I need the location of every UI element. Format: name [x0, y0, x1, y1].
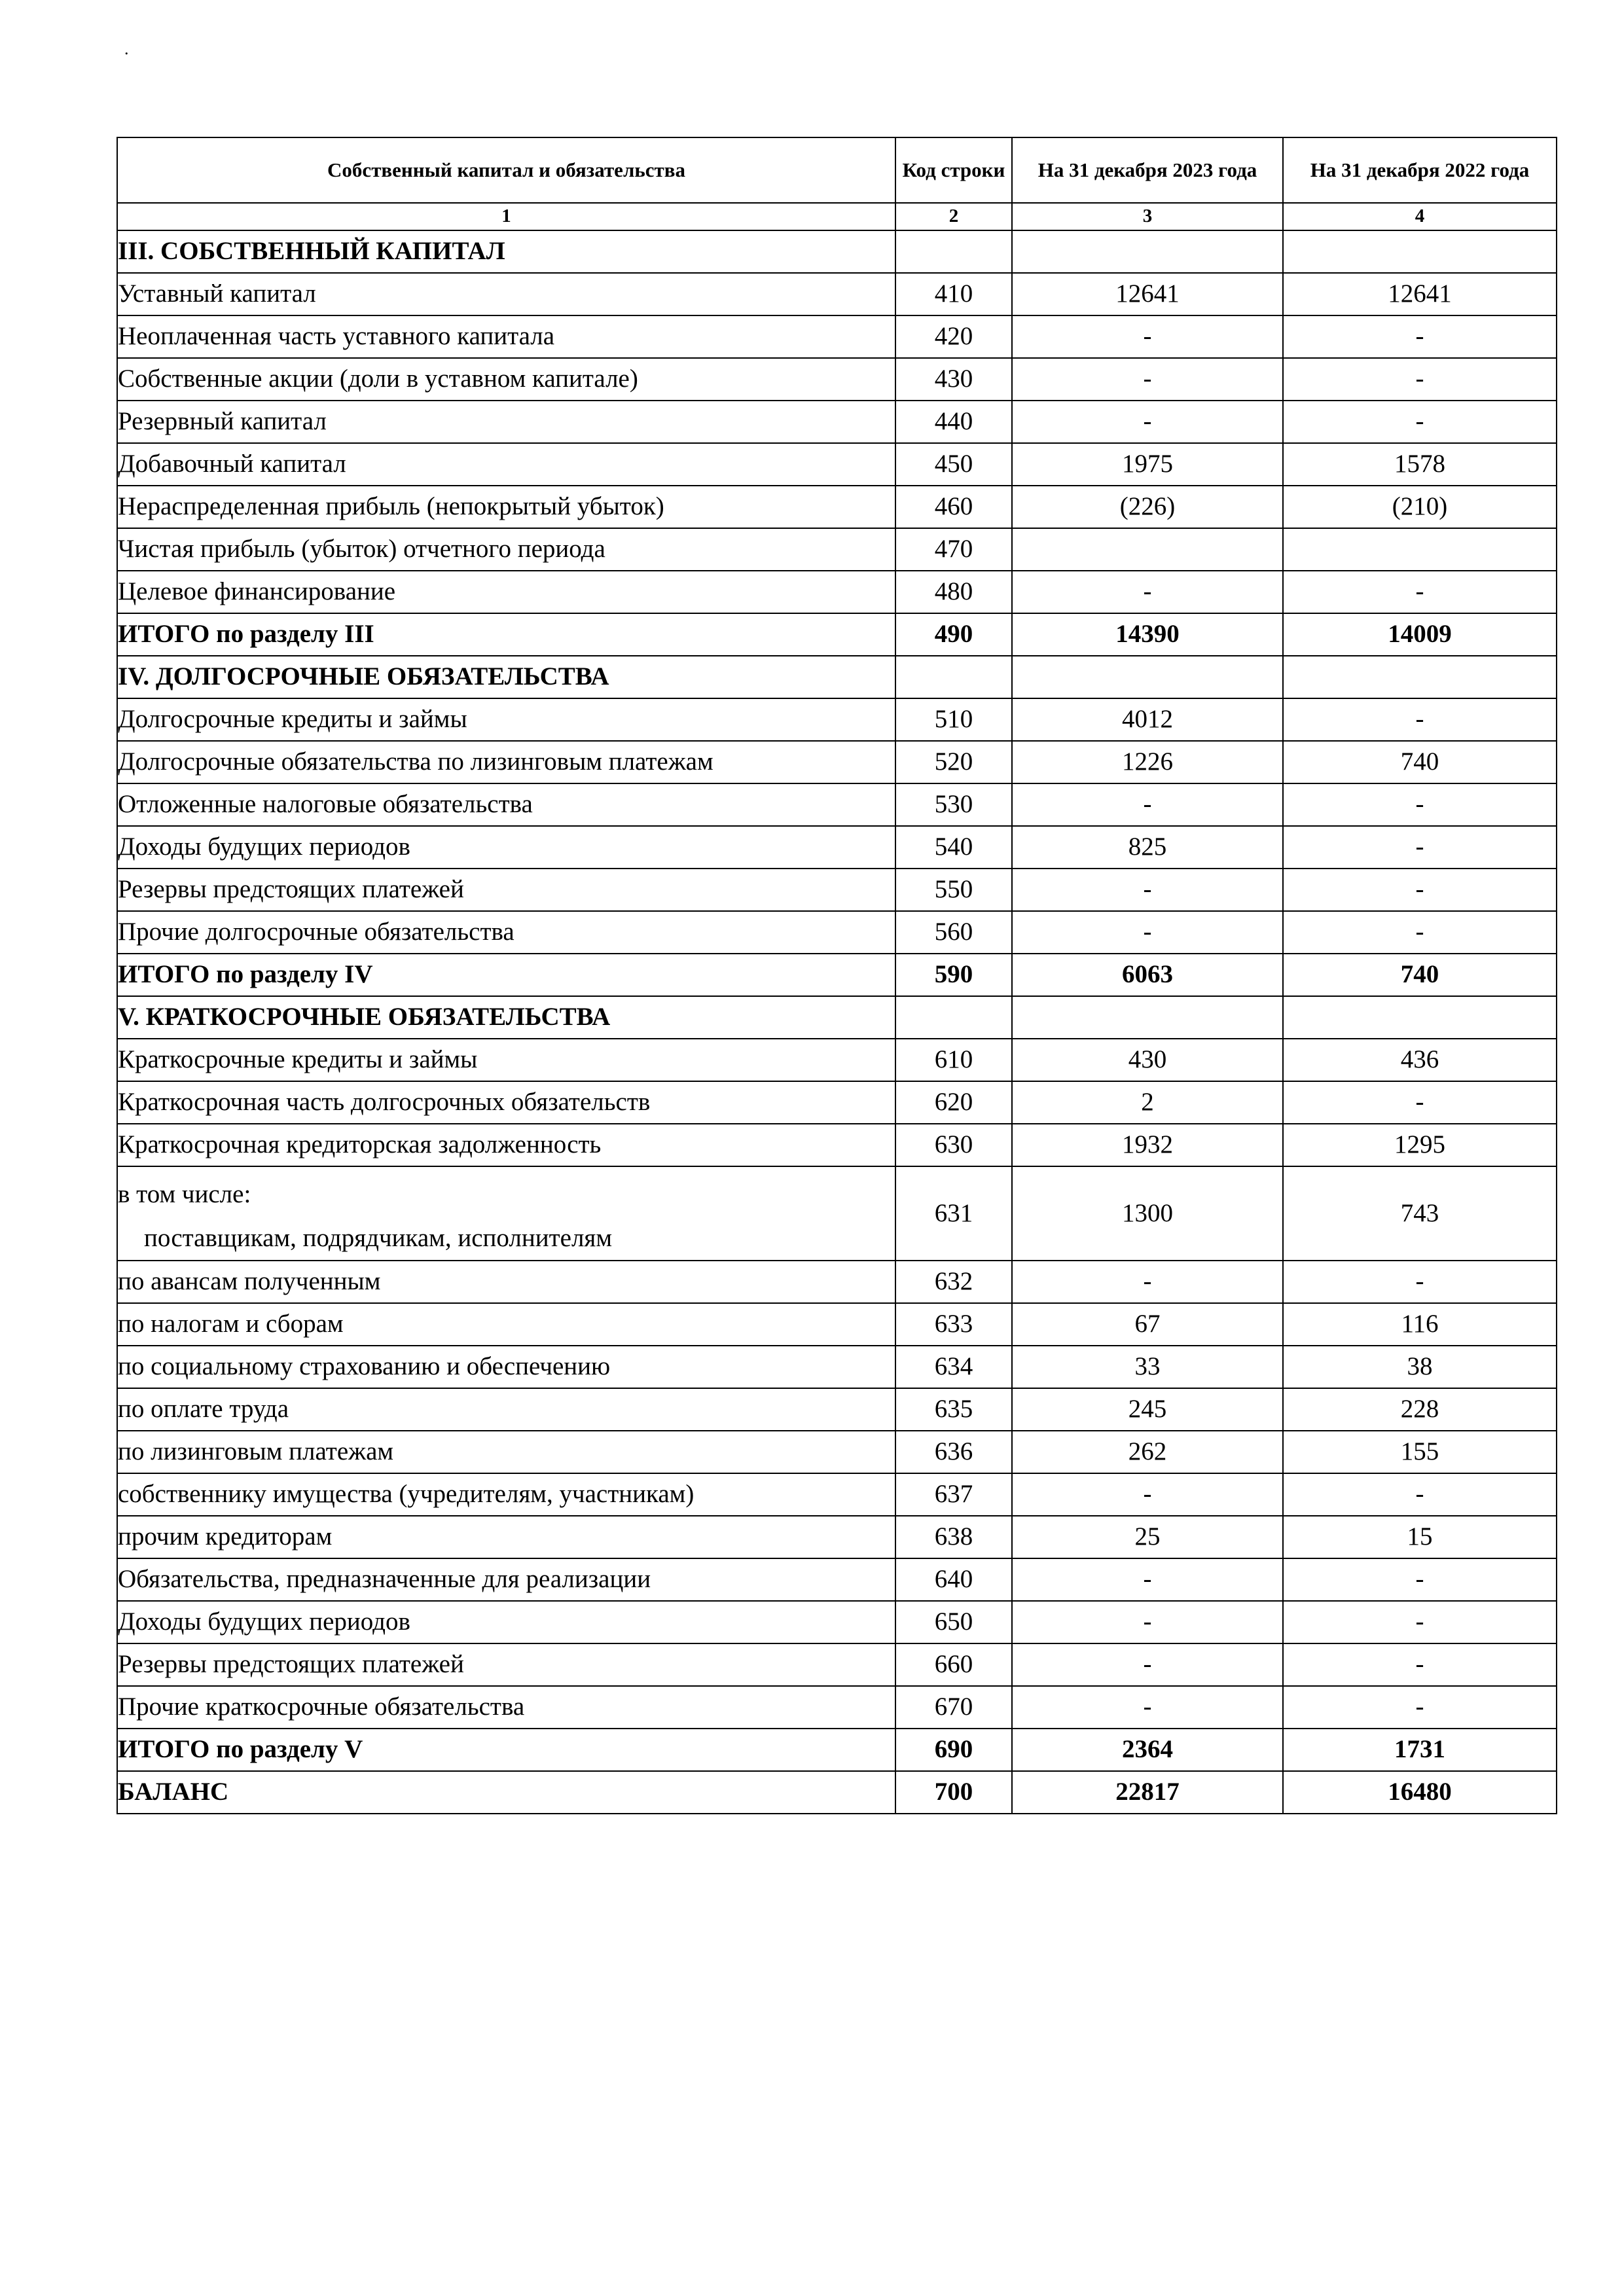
total-row	[117, 613, 1557, 656]
value-2022: -	[1283, 401, 1557, 443]
empty-cell	[1283, 230, 1557, 273]
row-code: 590	[895, 954, 1012, 996]
value-2022: -	[1283, 1558, 1557, 1601]
value-2023: 1975	[1012, 443, 1283, 486]
row-code: 635	[895, 1388, 1012, 1431]
value-2023: 1300	[1012, 1166, 1283, 1261]
row-code: 470	[895, 528, 1012, 571]
value-2022: -	[1283, 783, 1557, 826]
table-row	[117, 911, 1557, 954]
row-name: Прочие долгосрочные обязательства	[117, 911, 895, 954]
value-2022: -	[1283, 1261, 1557, 1303]
header-row	[117, 137, 1557, 203]
value-2022	[1283, 528, 1557, 571]
page-mark: .	[124, 39, 129, 58]
row-code: 633	[895, 1303, 1012, 1346]
value-2023: 14390	[1012, 613, 1283, 656]
table-row	[117, 273, 1557, 315]
table-row	[117, 869, 1557, 911]
table-row	[117, 401, 1557, 443]
column-index: 2	[895, 203, 1012, 230]
row-code: 634	[895, 1346, 1012, 1388]
row-name: Краткосрочные кредиты и займы	[117, 1039, 895, 1081]
value-2022: 1578	[1283, 443, 1557, 486]
value-2023: -	[1012, 1558, 1283, 1601]
row-name: Неоплаченная часть уставного капитала	[117, 315, 895, 358]
value-2023: -	[1012, 911, 1283, 954]
value-2023: 33	[1012, 1346, 1283, 1388]
value-2023: 262	[1012, 1431, 1283, 1473]
value-2022: -	[1283, 911, 1557, 954]
row-code: 632	[895, 1261, 1012, 1303]
value-2022: -	[1283, 1643, 1557, 1686]
table-row	[117, 1081, 1557, 1124]
balance-sheet-table	[117, 137, 1557, 1814]
value-2022: -	[1283, 358, 1557, 401]
row-code: 410	[895, 273, 1012, 315]
value-2022: -	[1283, 571, 1557, 613]
row-code: 630	[895, 1124, 1012, 1166]
row-name: Прочие краткосрочные обязательства	[117, 1686, 895, 1729]
value-2022: 1295	[1283, 1124, 1557, 1166]
table-row	[117, 443, 1557, 486]
row-name: ИТОГО по разделу III	[117, 613, 895, 656]
total-row	[117, 1729, 1557, 1771]
row-name: по налогам и сборам	[117, 1303, 895, 1346]
row-code: 620	[895, 1081, 1012, 1124]
value-2023: 67	[1012, 1303, 1283, 1346]
balance-sheet-body	[117, 137, 1557, 1814]
row-name: Доходы будущих периодов	[117, 826, 895, 869]
table-row	[117, 698, 1557, 741]
row-code: 660	[895, 1643, 1012, 1686]
column-index: 3	[1012, 203, 1283, 230]
row-code: 670	[895, 1686, 1012, 1729]
value-2023: -	[1012, 1473, 1283, 1516]
row-name: по оплате труда	[117, 1388, 895, 1431]
value-2022: 116	[1283, 1303, 1557, 1346]
header-col-name: Собственный капитал и обязательства	[117, 137, 895, 203]
row-code: 480	[895, 571, 1012, 613]
row-name	[117, 1166, 895, 1261]
value-2022: -	[1283, 1081, 1557, 1124]
row-code: 638	[895, 1516, 1012, 1558]
value-2022: -	[1283, 1601, 1557, 1643]
column-index-row	[117, 203, 1557, 230]
table-row	[117, 358, 1557, 401]
value-2023: 1932	[1012, 1124, 1283, 1166]
section-title: IV. ДОЛГОСРОЧНЫЕ ОБЯЗАТЕЛЬСТВА	[117, 656, 895, 698]
row-name: Долгосрочные обязательства по лизинговым платежам	[117, 741, 895, 783]
row-name: Отложенные налоговые обязательства	[117, 783, 895, 826]
row-code: 450	[895, 443, 1012, 486]
row-name: прочим кредиторам	[117, 1516, 895, 1558]
row-code: 610	[895, 1039, 1012, 1081]
table-row	[117, 1601, 1557, 1643]
row-name: собственнику имущества (учредителям, участникам)	[117, 1473, 895, 1516]
value-2022: (210)	[1283, 486, 1557, 528]
section-title: V. КРАТКОСРОЧНЫЕ ОБЯЗАТЕЛЬСТВА	[117, 996, 895, 1039]
value-2023: 430	[1012, 1039, 1283, 1081]
row-code: 637	[895, 1473, 1012, 1516]
value-2023: 2364	[1012, 1729, 1283, 1771]
empty-cell	[1283, 656, 1557, 698]
value-2022: 16480	[1283, 1771, 1557, 1814]
table-row	[117, 826, 1557, 869]
header-col-code: Код строки	[895, 137, 1012, 203]
sub-row-name: поставщикам, подрядчикам, исполнителям	[144, 1224, 613, 1252]
empty-cell	[1012, 656, 1283, 698]
row-code: 530	[895, 783, 1012, 826]
header-col-2023: На 31 декабря 2023 года	[1012, 137, 1283, 203]
value-2022: 155	[1283, 1431, 1557, 1473]
row-code: 640	[895, 1558, 1012, 1601]
value-2022: 14009	[1283, 613, 1557, 656]
row-name: Целевое финансирование	[117, 571, 895, 613]
row-name: Резервы предстоящих платежей	[117, 869, 895, 911]
including-label: в том числе:	[118, 1180, 251, 1209]
value-2023: -	[1012, 401, 1283, 443]
value-2023: 825	[1012, 826, 1283, 869]
row-code: 636	[895, 1431, 1012, 1473]
row-code: 540	[895, 826, 1012, 869]
table-row	[117, 1039, 1557, 1081]
row-code: 430	[895, 358, 1012, 401]
value-2022: 740	[1283, 741, 1557, 783]
table-row	[117, 1346, 1557, 1388]
value-2022: -	[1283, 1473, 1557, 1516]
row-code: 490	[895, 613, 1012, 656]
table-row	[117, 1303, 1557, 1346]
value-2023: -	[1012, 1261, 1283, 1303]
row-code: 631	[895, 1166, 1012, 1261]
value-2023: -	[1012, 1601, 1283, 1643]
row-name: ИТОГО по разделу V	[117, 1729, 895, 1771]
value-2022: 1731	[1283, 1729, 1557, 1771]
empty-cell	[1012, 230, 1283, 273]
value-2023: 6063	[1012, 954, 1283, 996]
total-row	[117, 954, 1557, 996]
row-code: 510	[895, 698, 1012, 741]
value-2023: -	[1012, 571, 1283, 613]
column-index: 4	[1283, 203, 1557, 230]
row-name: Чистая прибыль (убыток) отчетного периода	[117, 528, 895, 571]
table-row	[117, 783, 1557, 826]
row-name: ИТОГО по разделу IV	[117, 954, 895, 996]
row-name: по авансам полученным	[117, 1261, 895, 1303]
value-2022: -	[1283, 698, 1557, 741]
row-name: по лизинговым платежам	[117, 1431, 895, 1473]
row-name: Обязательства, предназначенные для реализации	[117, 1558, 895, 1601]
total-row	[117, 1771, 1557, 1814]
row-code: 690	[895, 1729, 1012, 1771]
value-2023: 4012	[1012, 698, 1283, 741]
table-row	[117, 1558, 1557, 1601]
value-2022: 228	[1283, 1388, 1557, 1431]
row-name: Добавочный капитал	[117, 443, 895, 486]
row-name: Резервный капитал	[117, 401, 895, 443]
value-2023: (226)	[1012, 486, 1283, 528]
value-2023: 25	[1012, 1516, 1283, 1558]
header-col-2022: На 31 декабря 2022 года	[1283, 137, 1557, 203]
row-name: БАЛАНС	[117, 1771, 895, 1814]
table-row	[117, 1166, 1557, 1261]
value-2023: 2	[1012, 1081, 1283, 1124]
value-2023: -	[1012, 783, 1283, 826]
value-2023: -	[1012, 869, 1283, 911]
value-2023	[1012, 528, 1283, 571]
row-code: 420	[895, 315, 1012, 358]
section-heading-row	[117, 996, 1557, 1039]
table-row	[117, 1261, 1557, 1303]
table-row	[117, 315, 1557, 358]
row-code: 550	[895, 869, 1012, 911]
empty-cell	[1012, 996, 1283, 1039]
value-2023: -	[1012, 1643, 1283, 1686]
row-name: Краткосрочная часть долгосрочных обязательств	[117, 1081, 895, 1124]
value-2023: 245	[1012, 1388, 1283, 1431]
value-2023: -	[1012, 358, 1283, 401]
row-code: 700	[895, 1771, 1012, 1814]
section-heading-row	[117, 230, 1557, 273]
value-2023: 22817	[1012, 1771, 1283, 1814]
value-2023: 12641	[1012, 273, 1283, 315]
row-name: Долгосрочные кредиты и займы	[117, 698, 895, 741]
row-code: 650	[895, 1601, 1012, 1643]
empty-cell	[1283, 996, 1557, 1039]
row-code: 440	[895, 401, 1012, 443]
value-2022: 12641	[1283, 273, 1557, 315]
table-row	[117, 1516, 1557, 1558]
value-2022: 740	[1283, 954, 1557, 996]
value-2023: 1226	[1012, 741, 1283, 783]
empty-cell	[895, 230, 1012, 273]
row-name: Резервы предстоящих платежей	[117, 1643, 895, 1686]
table-row	[117, 1643, 1557, 1686]
row-code: 460	[895, 486, 1012, 528]
table-row	[117, 1473, 1557, 1516]
row-name: Уставный капитал	[117, 273, 895, 315]
row-name: Доходы будущих периодов	[117, 1601, 895, 1643]
value-2023: -	[1012, 1686, 1283, 1729]
table-row	[117, 571, 1557, 613]
table-row	[117, 1431, 1557, 1473]
row-name: Собственные акции (доли в уставном капитале)	[117, 358, 895, 401]
table-row	[117, 1388, 1557, 1431]
column-index: 1	[117, 203, 895, 230]
row-name: Краткосрочная кредиторская задолженность	[117, 1124, 895, 1166]
empty-cell	[895, 996, 1012, 1039]
value-2022: 436	[1283, 1039, 1557, 1081]
value-2022: -	[1283, 315, 1557, 358]
row-code: 520	[895, 741, 1012, 783]
value-2022: 38	[1283, 1346, 1557, 1388]
table-row	[117, 528, 1557, 571]
section-title: III. СОБСТВЕННЫЙ КАПИТАЛ	[117, 230, 895, 273]
row-code: 560	[895, 911, 1012, 954]
value-2022: 743	[1283, 1166, 1557, 1261]
empty-cell	[895, 656, 1012, 698]
value-2022: -	[1283, 869, 1557, 911]
value-2022: -	[1283, 1686, 1557, 1729]
table-row	[117, 1686, 1557, 1729]
section-heading-row	[117, 656, 1557, 698]
row-name: Нераспределенная прибыль (непокрытый убыток)	[117, 486, 895, 528]
table-row	[117, 486, 1557, 528]
value-2022: 15	[1283, 1516, 1557, 1558]
value-2022: -	[1283, 826, 1557, 869]
table-row	[117, 1124, 1557, 1166]
row-name: по социальному страхованию и обеспечению	[117, 1346, 895, 1388]
value-2023: -	[1012, 315, 1283, 358]
table-row	[117, 741, 1557, 783]
